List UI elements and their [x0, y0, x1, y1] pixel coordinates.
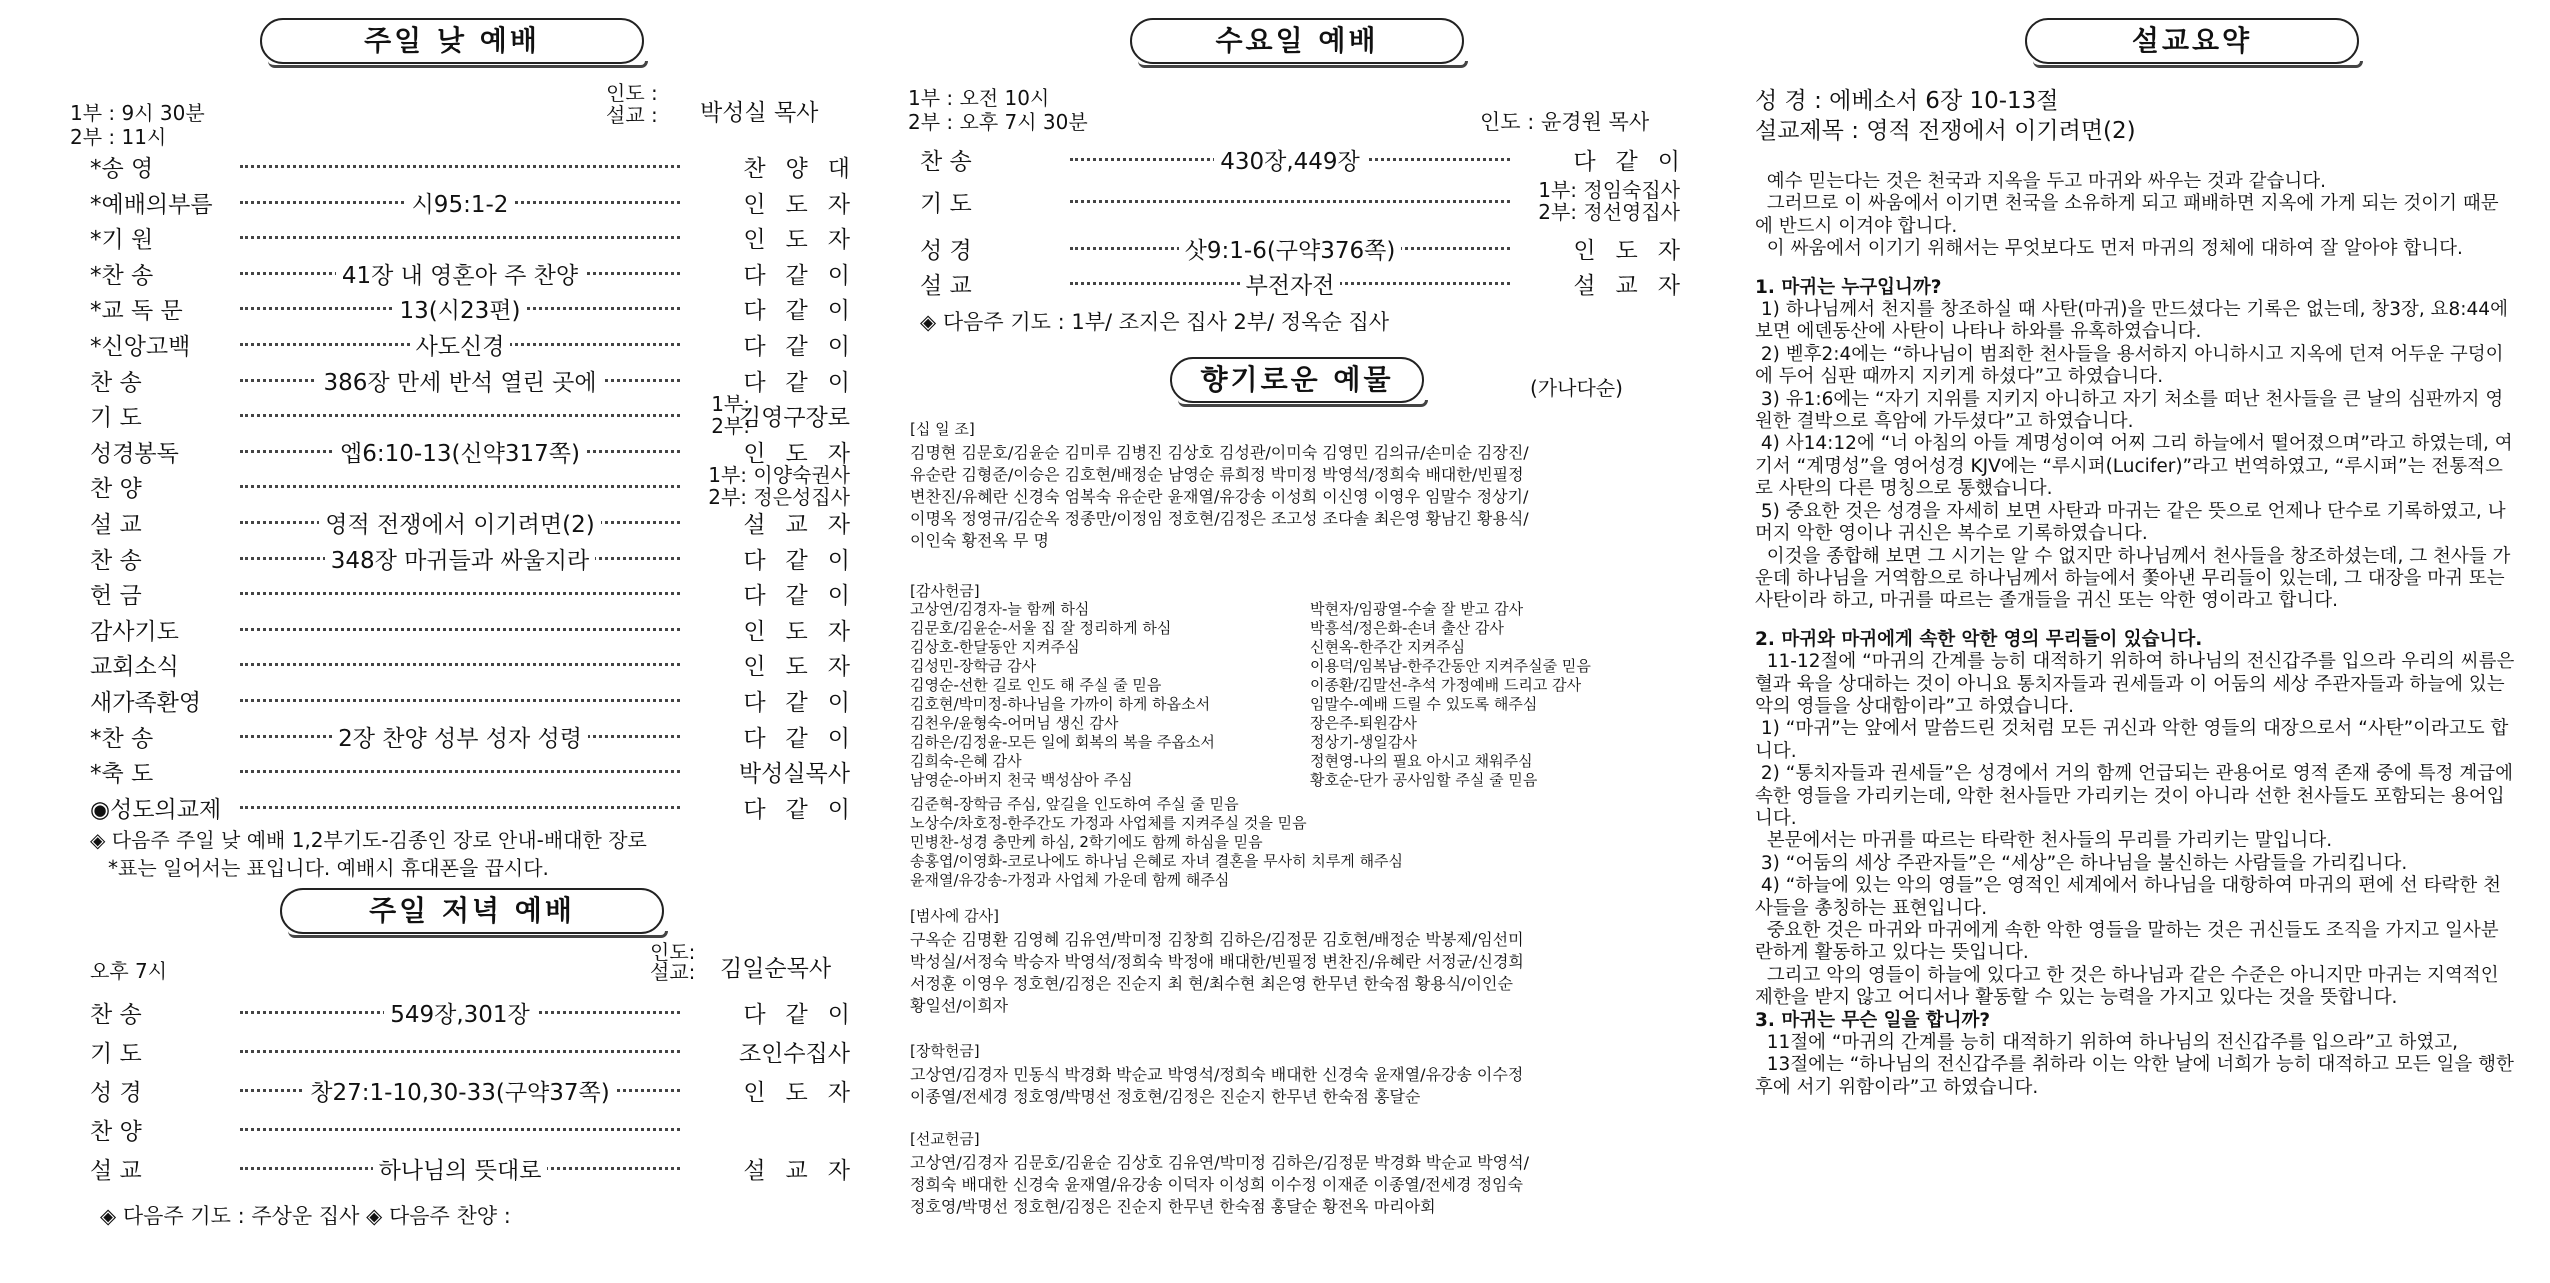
wednesday-title: 수요일 예배: [1130, 18, 1464, 64]
wednesday-row-person: 인도자: [1573, 238, 1700, 264]
sunday-row-label: 감사기도: [90, 618, 179, 645]
thanks-entry: 정상기-생일감사: [1310, 733, 1417, 751]
dotted-leader: [240, 699, 680, 702]
wednesday-row: [920, 267, 1700, 307]
sunday-row-person: 다같이: [743, 298, 870, 325]
sunday-time-1: 1부 : 9시 30분: [70, 101, 205, 125]
evening-row-label: 성 경: [90, 1080, 142, 1106]
sermon-title-line: 설교제목 : 영적 전쟁에서 이기려면(2): [1755, 118, 2136, 144]
sunday-row: [90, 328, 870, 368]
evening-row-item: 549장,301장: [240, 996, 680, 1029]
sunday-row-person: 인도자: [743, 191, 870, 218]
scholarship-header: [장학헌금]: [910, 1042, 980, 1060]
wednesday-row-person: 설교자: [1573, 273, 1700, 299]
sermon-body: [1755, 171, 2515, 1099]
evening-row-item: 창27:1-10,30-33(구약37쪽): [240, 1074, 680, 1107]
tithe-header: [십 일 조]: [910, 420, 975, 438]
wednesday-row: [920, 232, 1700, 272]
evening-row: [90, 996, 870, 1036]
offering-order-note: (가나다순): [1530, 376, 1623, 400]
wednesday-row-label: 설 교: [920, 273, 972, 299]
thanks-entry: 김문호/김윤순-서울 집 잘 정리하게 하심: [910, 619, 1172, 637]
sermon-point-1-title: 1. 마귀는 누구입니까?: [1755, 276, 1942, 298]
sunday-row-item: 시95:1-2: [240, 186, 680, 219]
sunday-row-label: *축 도: [90, 761, 154, 788]
sunday-row: [90, 257, 870, 297]
evening-row-label: 설 교: [90, 1158, 142, 1184]
sunday-evening-title: 주일 저녁 예배: [280, 888, 664, 934]
sunday-row-label: *교 독 문: [90, 298, 183, 325]
sunday-row-person: 다같이: [743, 583, 870, 610]
sunday-row: [90, 186, 870, 226]
sunday-row-label: *찬 송: [90, 262, 154, 289]
thanks-entry: 김준혁-장학금 주심, 앞길을 인도하여 주실 줄 믿음: [910, 795, 1239, 813]
thanks-entry: 김희숙-은혜 감사: [910, 752, 1022, 770]
sunday-row-person: 다같이: [743, 690, 870, 716]
dotted-leader: [240, 1050, 680, 1053]
sunday-row: [90, 577, 870, 617]
thanks-entry: 송홍엽/이영화-코로나에도 하나님 은혜로 자녀 결혼을 무사히 치루게 해주심: [910, 852, 1404, 870]
wednesday-row-item: 부전자전: [1070, 267, 1510, 300]
sunday-row-label: 설 교: [90, 512, 142, 538]
sermon-point-2-body: 11-12절에 “마귀의 간계를 능히 대적하기 위하여 하나님의 전신갑주를 입으라 우리의 씨름은 혈과 육을 상대하는 것이 아니요 통치자들과 권세들과 이 어둠의 세상 주관자들과 하늘에 있는 악의 영들을 상대함이라”고 하였습니다. 1) “마귀”는 앞에서 말씀드린 것처럼 모든 귀신과 악한 영들의 대장으로서 “사탄”이라고도 합니다. 2) “통치자들과 권세들”은 성경에서 거의 함께 언급되는 관용어로 영적 존재 중에 특정 계급에 속한 영들을 가리키는데, 악한 천사들만 가리키는 것이 아니라 선한 천사들도 포함되는 용어입니다. 본문에서는 마귀를 따르는 타락한 천사들의 무리를 가리키는 말입니다. 3) “어둠의 세상 주관자들”은 “세상”은 하나님을 불신하는 사람들을 가리킵니다. 4) “하늘에 있는 악의 영들”은 영적인 세계에서 하나님을 대항하여 마귀의 편에 선 타락한 천사들을 총칭하는 표현입니다. 중요한 것은 마귀와 마귀에게 속한 악한 영들을 말하는 것은 귀신들도 조직을 가지고 일사분란하게 활동하고 있다는 뜻입니다. 그리고 악의 영들이 하늘에 있다고 한 것은 하나님과 같은 수준은 아니지만 마귀는 지역적인 제한을 받지 않고 어디서나 활동할 수 있는 능력을 가지고 있다는 것을 뜻합니다.: [1755, 651, 2515, 1009]
thanks-entry: 윤재열/유강송-가정과 사업체 가운데 함께 해주심: [910, 871, 1230, 889]
sunday-row-person: 다같이: [743, 262, 870, 289]
sunday-row: [90, 648, 870, 688]
evening-presider-name: 김일순목사: [720, 956, 832, 982]
mission-line: 고상연/김경자 김문호/김윤순 김상호 김유연/박미정 김하은/김정문 박경화 박순교 박영석/: [910, 1153, 1529, 1172]
thanks-entry: 이용덕/임복남-한주간동안 지켜주실줄 믿음: [1310, 657, 1591, 675]
wednesday-presider: 인도 : 윤경원 목사: [1480, 110, 1650, 134]
dotted-leader: [240, 663, 680, 666]
sunday-row-item: 영적 전쟁에서 이기려면(2): [240, 506, 680, 539]
dotted-leader: [1070, 200, 1510, 203]
sunday-row: [90, 684, 870, 724]
dotted-leader: [240, 414, 680, 417]
tithe-line: 이인숙 황전옥 무 명: [910, 531, 1049, 550]
dotted-leader: [240, 806, 680, 809]
evening-row: [90, 1074, 870, 1114]
sunday-row-label: ◉성도의교제: [90, 796, 222, 823]
sunday-time-2: 2부 : 11시: [70, 125, 167, 149]
wednesday-row-label: 성 경: [920, 238, 972, 264]
sunday-presider-labels: 인도 : 설교 :: [606, 81, 658, 127]
tithe-line: 이명옥 정영규/김순옥 정종만/이정임 정호현/김정은 조고성 조다솔 최은영 황남긴 황용식/: [910, 509, 1529, 528]
wednesday-row-item: 삿9:1-6(구약376쪽): [1070, 232, 1510, 265]
sermon-title-pill: 설교요약: [2025, 18, 2359, 64]
thanks-entry: 김성민-장학금 감사: [910, 657, 1037, 675]
sunday-row: [90, 392, 850, 439]
thanks-entry: 고상연/김경자-늘 함께 하심: [910, 600, 1090, 618]
sunday-row-label: 찬 송: [90, 369, 142, 396]
sermon-point-1-body: 1) 하나님께서 천지를 창조하실 때 사탄(마귀)을 만드셨다는 기록은 없는데, 창3장, 요8:44에 보면 에덴동산에 사탄이 나타나 하와를 유혹하였습니다. 2) 벧후2:4에는 “하나님이 범죄한 천사들을 용서하지 아니하시고 지옥에 던져 어두운 구덩이에 두어 심판 때까지 지키게 하셨다”고 하였습니다. 3) 유1:6에는 “자기 지위를 지키지 아니하고 자기 처소를 떠난 천사들을 큰 날의 심판까지 영원한 결박으로 흑암에 가두셨다”고 하였습니다. 4) 사14:12에 “너 아침의 아들 계명성이여 어찌 그리 하늘에서 떨어졌으며”라고 하였는데, 여기서 “계명성”을 영어성경 KJV에는 “루시퍼(Lucifer)”라고 번역하였고, “루시퍼”는 전통적으로 사탄의 다른 명칭으로 통했습니다. 5) 중요한 것은 성경을 자세히 보면 사탄과 마귀는 같은 뜻으로 언제나 단수로 기록하였고, 나머지 악한 영이나 귀신은 복수로 기록하였습니다. 이것을 종합해 보면 그 시기는 알 수 없지만 하나님께서 천사들을 창조하셨는데, 그 천사들 가운데 하나님을 거역함으로 하나님께서 하늘에서 쫓아낸 무리들이 있는데, 그 대장을 마귀 또는 사탄이라 하고, 마귀를 따르는 졸개들을 귀신 또는 악한 영이라고 합니다.: [1755, 299, 2513, 612]
wednesday-time-2: 2부 : 오후 7시 30분: [908, 110, 1088, 134]
thanks-entry: 황호순-단가 공사임할 주실 줄 믿음: [1310, 771, 1538, 789]
sunday-row-person: 박성실목사: [738, 761, 850, 788]
evening-time: 오후 7시: [90, 959, 168, 983]
thanks-entry: 박현자/임광열-수술 잘 받고 감사: [1310, 600, 1524, 618]
sunday-row: [90, 613, 870, 653]
sunday-row: [90, 292, 870, 332]
sunday-row-label: *찬 송: [90, 725, 154, 752]
sunday-row-person: 설교자: [743, 512, 870, 538]
evening-row-label: 기 도: [90, 1041, 142, 1067]
column-sermon: [1755, 0, 2515, 1283]
dotted-leader: [240, 592, 680, 595]
dotted-leader: [240, 770, 680, 773]
building-header: [범사에 감사]: [910, 907, 999, 925]
wednesday-next-week: ◈ 다음주 기도 : 1부/ 조지은 집사 2부/ 정옥순 집사: [920, 310, 1390, 334]
wednesday-row: [920, 178, 1680, 225]
evening-row-label: 찬 송: [90, 1002, 142, 1028]
sunday-row-split-person: 1부: 이양숙권사 2부: 정은성집사: [708, 463, 850, 510]
sunday-row-label: *신앙고백: [90, 334, 191, 360]
sunday-row-person: 다같이: [743, 334, 870, 360]
tithe-line: 변찬진/유혜란 신경숙 엄복숙 유순란 윤재열/유강송 이성희 이신영 이영우 임말수 정상기/: [910, 487, 1529, 506]
mission-line: 정희숙 배대한 신경숙 윤재열/유강송 이덕자 이성희 이수정 이재준 이종열/전세경 정임숙: [910, 1175, 1523, 1194]
mission-section: [910, 1128, 1670, 1218]
building-line: 서정훈 이영우 정호현/김정은 진순지 최 현/최수현 최은영 한무년 한숙점 황용식/이인순: [910, 974, 1513, 993]
sunday-row-item: 13(시23편): [240, 292, 680, 325]
thanks-entry: 민병찬-성경 충만케 하심, 2학기에도 함께 하심을 믿음: [910, 833, 1263, 851]
wednesday-row: [920, 143, 1700, 183]
sunday-row-person: 다같이: [743, 369, 870, 396]
scholarship-line: 고상연/김경자 민동식 박경화 박순교 박영석/정희숙 배대한 신경숙 윤재열/유강송 이수정: [910, 1065, 1524, 1084]
wednesday-row-person: 다같이: [1573, 149, 1700, 175]
building-line: 구옥순 김명환 김영혜 김유연/박미정 김창희 김하은/김정문 김호현/배정순 박봉제/임선미: [910, 930, 1524, 949]
evening-row-person: 다같이: [743, 1002, 870, 1028]
sunday-row-item: 348장 마귀들과 싸울지라: [240, 542, 680, 575]
thanks-entry: 신현옥-한주간 지켜주심: [1310, 638, 1466, 656]
sunday-row: [90, 506, 870, 546]
thanks-entry: 정현영-나의 필요 아시고 채워주심: [1310, 752, 1533, 770]
evening-presider-labels: 인도: 설교:: [650, 940, 696, 984]
sunday-row: [90, 150, 870, 190]
sunday-row-label: *송 영: [90, 156, 154, 182]
evening-row: [90, 1152, 870, 1192]
evening-row-item: 하나님의 뜻대로: [240, 1152, 680, 1185]
wednesday-row-split-person: 1부: 정임숙집사 2부: 정선영집사: [1538, 178, 1680, 224]
sunday-row-label: *기 원: [90, 227, 154, 254]
thanks-entry: 박흥석/정은화-손녀 출산 감사: [1310, 619, 1504, 637]
sunday-row-label: 찬 양: [90, 476, 142, 503]
offering-title: 향기로운 예물: [1170, 357, 1424, 403]
mission-header: [선교헌금]: [910, 1130, 980, 1148]
building-line: 박성실/서정숙 박승자 박영석/정희숙 박정애 배대한/빈필정 변찬진/유혜란 서정균/신경희: [910, 952, 1524, 971]
sunday-row-item: 사도신경: [240, 328, 680, 361]
sunday-row-item: 386장 만세 반석 열린 곳에: [240, 364, 680, 397]
sunday-row-item: 41장 내 영혼아 주 찬양: [240, 257, 680, 290]
sunday-row-label: 헌 금: [90, 583, 142, 610]
sunday-row-item: 엡6:10-13(신약317쪽): [240, 435, 680, 468]
thanks-entry: 장은주-퇴원감사: [1310, 714, 1417, 732]
sunday-row-split-person: 1부: 2부:: [711, 392, 750, 439]
thanks-entry: 노상수/차호정-한주간도 가정과 사업체를 지켜주실 것을 믿음: [910, 814, 1307, 832]
sunday-row: [90, 542, 870, 582]
thanks-entry: 김천우/윤형숙-어머님 생신 감사: [910, 714, 1119, 732]
sunday-standing-note: *표는 일어서는 표입니다. 예배시 휴대폰을 끕시다.: [108, 856, 549, 880]
sunday-row-person: 다같이: [743, 725, 870, 752]
evening-row-label: 찬 양: [90, 1119, 142, 1145]
sermon-point-3-title: 3. 마귀는 무슨 일을 합니까?: [1755, 1009, 1991, 1031]
dotted-leader: [240, 165, 680, 168]
tithe-section: [910, 418, 1670, 552]
sunday-row-person: 인도자: [743, 440, 870, 467]
thanks-entry: 김상호-한달동안 지켜주심: [910, 638, 1080, 656]
scripture-line: 성 경 : 에베소서 6장 10-13절: [1755, 88, 2059, 114]
sunday-row-label: 기 도: [90, 405, 142, 432]
sermon-point-3-body: 11절에 “마귀의 간계를 능히 대적하기 위하여 하나님의 전신갑주를 입으라”고 하였고, 13절에는 “하나님의 전신갑주를 취하라 이는 악한 날에 너희가 능히 대적하고 모든 일을 행한 후에 서기 위함이라”고 하였습니다.: [1755, 1032, 2514, 1098]
evening-next-week: ◈ 다음주 기도 : 주상운 집사 ◈ 다음주 찬양 :: [100, 1204, 511, 1228]
sunday-row: [90, 720, 870, 760]
building-line: 황일선/이희자: [910, 996, 1009, 1015]
wednesday-row-label: 기 도: [920, 191, 972, 217]
evening-row-person: 인도자: [743, 1080, 870, 1106]
column-sunday: [70, 0, 870, 1283]
sunday-row-person: 찬양대: [743, 156, 870, 182]
sunday-row: [90, 755, 850, 795]
scholarship-line: 이종열/전세경 정호영/박명선 정호현/김정은 진순지 한무년 한숙점 홍달순: [910, 1087, 1421, 1106]
evening-row: [90, 1113, 850, 1153]
thanks-entry: 남영순-아버지 천국 백성삼아 주심: [910, 771, 1133, 789]
sunday-row: [90, 463, 850, 510]
mission-line: 정호영/박명선 정호현/김정은 진순지 한무년 한숙점 홍달순 황전옥 마리아회: [910, 1197, 1436, 1216]
sunday-next-week-note: ◈ 다음주 주일 낮 예배 1,2부기도-김종인 장로 안내-배대한 장로: [90, 828, 647, 852]
wednesday-row-item: 430장,449장: [1070, 143, 1510, 176]
sermon-point-2-title: 2. 마귀와 마귀에게 속한 악한 영의 무리들이 있습니다.: [1755, 628, 2203, 650]
thanks-entry: 김영순-선한 길로 인도 해 주실 줄 믿음: [910, 676, 1162, 694]
thanks-grid: [910, 600, 1670, 795]
sunday-row-item: 2장 찬양 성부 성자 성령: [240, 720, 680, 753]
thanks-entry: 임말수-예배 드릴 수 있도록 해주심: [1310, 695, 1538, 713]
scholarship-section: [910, 1040, 1670, 1108]
evening-row: [90, 1035, 850, 1075]
sermon-intro: 예수 믿는다는 것은 천국과 지옥을 두고 마귀와 싸우는 것과 같습니다. 그러므로 이 싸움에서 이기면 천국을 소유하게 되고 패배하면 지옥에 가게 되는 것이기 때문에 반드시 이겨야 합니다. 이 싸움에서 이기기 위해서는 무엇보다도 먼저 마귀의 정체에 대하여 잘 알아야 합니다.: [1755, 171, 2499, 260]
evening-row-person: 조인수집사: [738, 1041, 850, 1067]
sunday-row-person: 인도자: [743, 618, 870, 645]
thanks-entry: 김호현/박미정-하나님을 가까이 하게 하옵소서: [910, 695, 1211, 713]
wednesday-row-label: 찬 송: [920, 149, 972, 175]
dotted-leader: [240, 485, 680, 488]
sunday-row-label: 성경봉독: [90, 440, 179, 467]
dotted-leader: [240, 628, 680, 631]
sunday-row-label: 교회소식: [90, 654, 179, 681]
tithe-line: 유순란 김형준/이승은 김호현/배정순 남영순 류희정 박미정 박영석/정희숙 배대한/빈필정: [910, 465, 1524, 484]
sunday-row-person: 김영구장로: [738, 405, 850, 432]
sunday-row: [90, 221, 870, 261]
thanks-header: [감사헌금]: [910, 582, 980, 600]
tithe-line: 김명현 김문호/김윤순 김미루 김병진 김상호 김성관/이미숙 김영민 김의규/손미순 김장진/: [910, 443, 1529, 462]
sunday-presider-name: 박성실 목사: [700, 100, 819, 126]
thanks-entry: 이종환/김말선-추석 가정예배 드리고 감사: [1310, 676, 1582, 694]
evening-row-person: 설교자: [743, 1158, 870, 1184]
sunday-row-label: 새가족환영: [90, 690, 202, 716]
sunday-row-label: 찬 송: [90, 547, 142, 574]
sunday-row-person: 다같이: [743, 547, 870, 574]
sunday-row-person: 인도자: [743, 654, 870, 681]
sunday-row-label: *예배의부름: [90, 191, 213, 218]
sunday-row-person: 다같이: [743, 796, 870, 823]
sunday-row-person: 인도자: [743, 227, 870, 254]
building-section: [910, 905, 1670, 1017]
column-wednesday: [900, 0, 1700, 1283]
dotted-leader: [240, 1128, 680, 1131]
dotted-leader: [240, 236, 680, 239]
sunday-day-title: 주일 낮 예배: [260, 18, 644, 64]
thanks-entry: 김하은/김정윤-모든 일에 회복의 복을 주옵소서: [910, 733, 1215, 751]
wednesday-time-1: 1부 : 오전 10시: [908, 86, 1050, 110]
